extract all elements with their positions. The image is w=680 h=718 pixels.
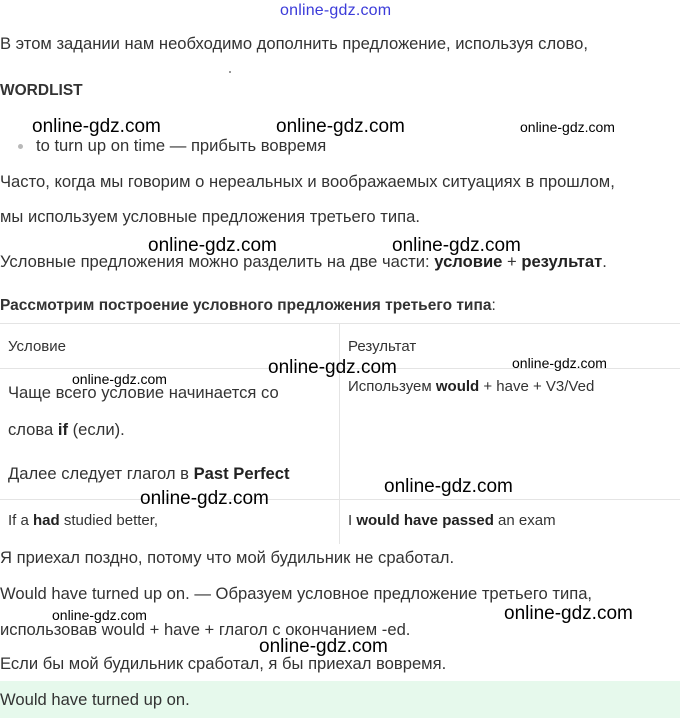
wordlist-item: to turn up on time — прибыть вовремя: [36, 136, 327, 155]
watermark: online-gdz.com: [259, 636, 388, 657]
condition-row2-prefix: If a: [8, 512, 34, 529]
dot-mark: [229, 71, 231, 73]
condition-line2-prefix: слова: [8, 420, 58, 439]
result-row2-prefix: I: [348, 512, 357, 529]
condition-line3-bold: Past Perfect: [193, 464, 290, 483]
table-caption-colon: :: [491, 297, 496, 314]
table-header-condition: Условие: [8, 338, 66, 355]
paragraph-2: мы используем условные предложения третьего типа.: [0, 207, 420, 226]
watermark: online-gdz.com: [148, 235, 277, 256]
result-row1-prefix: Используем: [348, 378, 436, 395]
watermark: online-gdz.com: [140, 488, 269, 509]
watermark: online-gdz.com: [504, 603, 633, 624]
table-caption: [0, 297, 496, 315]
watermark: online-gdz.com: [392, 235, 521, 256]
watermark: online-gdz.com: [512, 355, 607, 371]
condition-line2-suffix: (если).: [68, 420, 125, 439]
result-row1-suffix: + have + V3/Ved: [479, 378, 595, 395]
watermark: online-gdz.com: [520, 119, 615, 135]
condition-line3-prefix: Далее следует глагол в: [8, 464, 194, 483]
condition-row2-suffix: studied better,: [59, 512, 159, 529]
paragraph-3-prefix: Условные предложения можно разделить на две части:: [0, 252, 435, 271]
paragraph-3-bold-condition: условие: [434, 252, 503, 271]
table-cell-condition-line2: [8, 420, 125, 440]
result-row2-suffix: an exam: [493, 512, 556, 529]
table-header-result: Результат: [348, 338, 417, 355]
table-cell-condition-row2: [8, 512, 158, 530]
sentence-4: Если бы мой будильник сработал, я бы приехал вовремя.: [0, 654, 447, 673]
answer-text: Would have turned up on.: [0, 690, 190, 709]
condition-line2-bold: if: [57, 420, 69, 439]
table-cell-result-row1: [348, 378, 594, 396]
watermark: online-gdz.com: [384, 476, 513, 497]
paragraph-3-bold-result: результат: [521, 252, 603, 271]
wordlist-heading: WORDLIST: [0, 82, 83, 99]
condition-row2-bold: had: [33, 512, 60, 529]
intro-text: В этом задании нам необходимо дополнить предложение, используя слово,: [0, 34, 589, 53]
sentence-2: Would have turned up on. — Образуем условное предложение третьего типа,: [0, 584, 593, 603]
table-cell-condition-line1: Чаще всего условие начинается со: [8, 383, 279, 402]
table-caption-text: Рассмотрим построение условного предложения третьего типа: [0, 297, 492, 314]
result-row2-bold: would have passed: [356, 512, 494, 529]
paragraph-3-end: .: [602, 252, 607, 271]
table-cell-result-row2: [348, 512, 556, 530]
watermark: online-gdz.com: [268, 357, 397, 378]
watermark: online-gdz.com: [72, 371, 167, 387]
answer-box: [0, 681, 680, 718]
table-row-divider: [0, 499, 680, 500]
watermark-top: online-gdz.com: [280, 2, 392, 19]
bullet-icon: [18, 144, 23, 149]
watermark: online-gdz.com: [32, 116, 161, 137]
paragraph-3-plus: +: [502, 252, 522, 271]
watermark: online-gdz.com: [276, 116, 405, 137]
sentence-3: использовав would + have + глагол с окончанием -ed.: [0, 620, 411, 639]
paragraph-1: Часто, когда мы говорим о нереальных и воображаемых ситуациях в прошлом,: [0, 172, 615, 191]
watermark: online-gdz.com: [52, 607, 147, 623]
table-cell-condition-line3: [8, 464, 290, 484]
result-row1-bold: would: [435, 378, 480, 395]
sentence-1: Я приехал поздно, потому что мой будильник не сработал.: [0, 548, 455, 567]
